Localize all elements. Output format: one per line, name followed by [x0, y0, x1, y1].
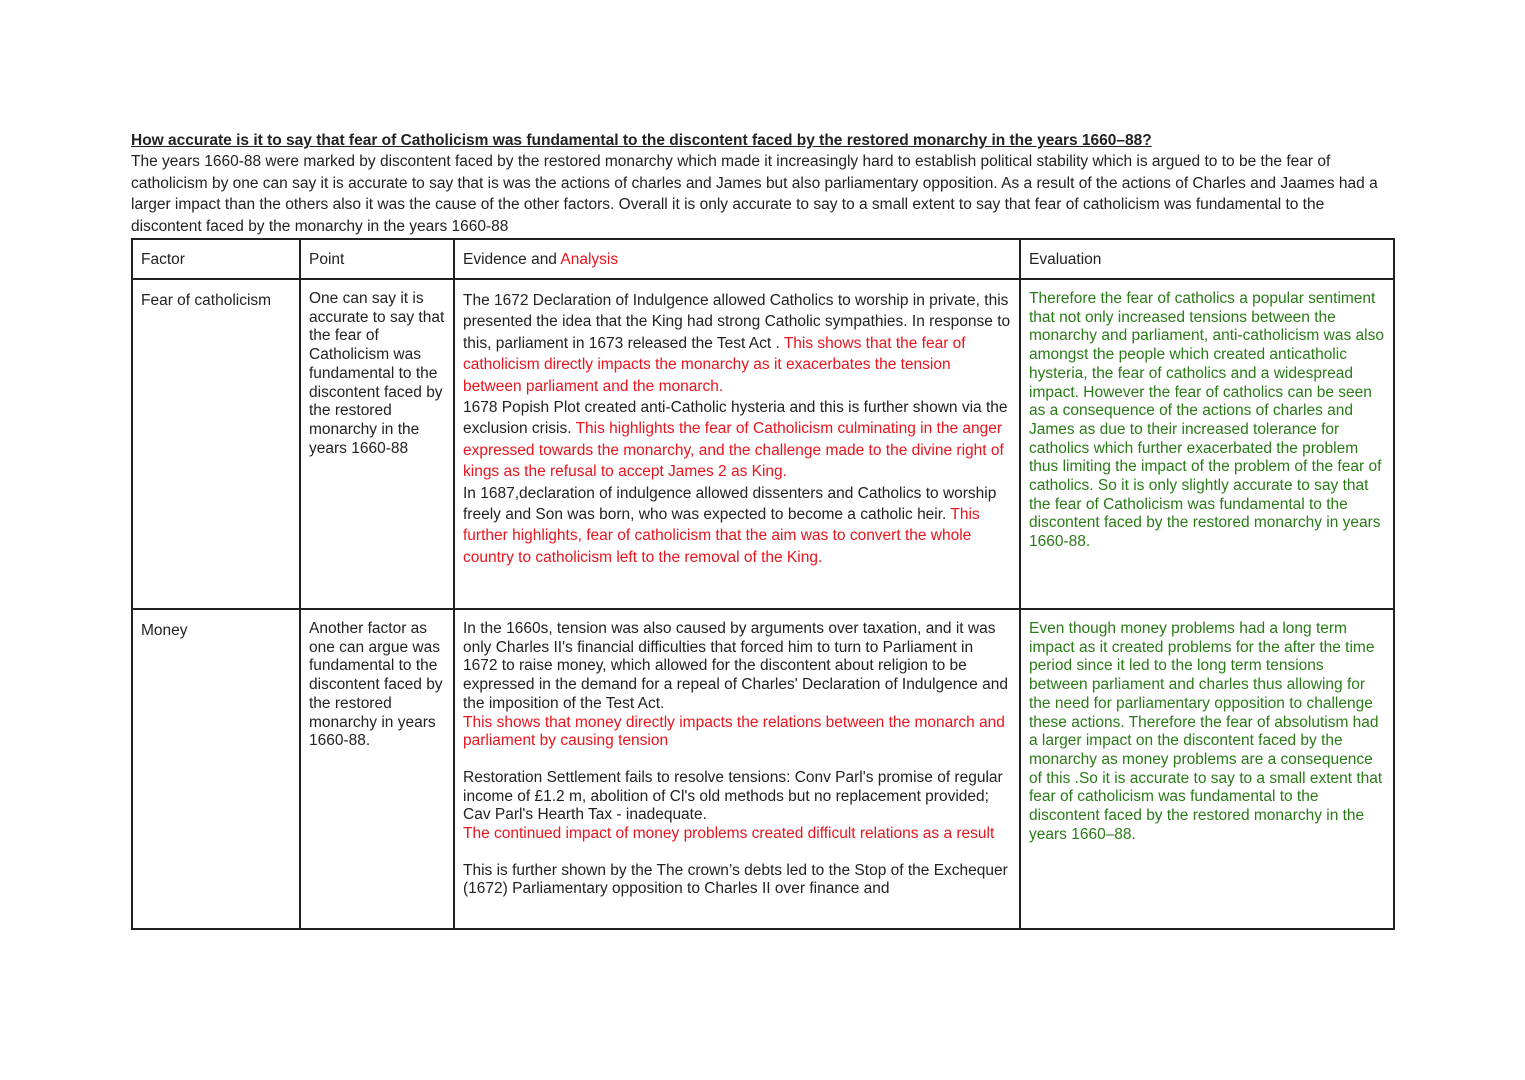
factor-text: Money — [141, 622, 188, 639]
analysis-text: This highlights the fear of Catholicism culminating in the anger expressed towards the monarchy, and the challenge made to the divine right of kings as the refusal to accept James 2 as King. — [463, 420, 1004, 481]
header-point: Point — [309, 251, 345, 268]
evaluation-cell — [1020, 609, 1394, 929]
evaluation-cell — [1020, 279, 1394, 609]
header-analysis-label: Analysis — [560, 251, 619, 268]
evidence-text: In 1687,declaration of indulgence allowed dissenters and Catholics to worship freely and Son was born, who was expected to become a catholic heir. — [463, 484, 997, 524]
header-factor: Factor — [141, 251, 185, 268]
header-evidence-label: Evidence and — [463, 251, 557, 268]
evidence-analysis-cell — [454, 279, 1020, 609]
evidence-analysis-text — [455, 280, 1019, 568]
evidence-analysis-text — [455, 610, 1019, 899]
point-cell — [300, 279, 454, 609]
header-evaluation-cell — [1020, 239, 1394, 279]
header-evidence-cell — [454, 239, 1020, 279]
header-factor-cell — [132, 239, 300, 279]
factor-cell — [132, 279, 300, 609]
analysis-text: This shows that the fear of catholicism directly impacts the monarchy as it exacerbates the tension between parliament and the monarch. — [463, 334, 966, 395]
factor-cell — [132, 609, 300, 929]
analysis-text: The continued impact of money problems created difficult relations as a result — [463, 825, 995, 843]
evidence-text: The 1672 Declaration of Indulgence allowed Catholics to worship in private, this presented the idea that the King had strong Catholic sympathies. In response to this, parliament in 1673 released the Test Act . — [463, 292, 1011, 352]
point-text: One can say it is accurate to say that the fear of Catholicism was fundamental to the discontent faced by the restored monarchy in the years 1660-88 — [309, 290, 445, 457]
table-row — [132, 279, 1394, 609]
evidence-text: In the 1660s, tension was also caused by arguments over taxation, and it was only Charles II's financial difficulties that forced him to turn to Parliament in 1672 to raise money, which allowed for the discontent about religion to be expressed in the demand for a repeal of Charles' Declaration of Indulgence and the imposition of the Test Act. — [463, 620, 1008, 712]
analysis-text: This further highlights, fear of catholicism that the aim was to convert the whole country to catholicism left to the removal of the King. — [463, 506, 980, 566]
essay-plan-table — [131, 238, 1395, 930]
header-evidence — [455, 240, 1019, 270]
document-page — [131, 130, 1393, 930]
header-evaluation: Evaluation — [1029, 251, 1102, 268]
analysis-text: This shows that money directly impacts the relations between the monarch and parliament by causing tension — [463, 713, 1005, 750]
table-row — [132, 609, 1394, 929]
evidence-text: This is further shown by the The crown’s debts led to the Stop of the Exchequer (1672) Parliamentary opposition to Charles II over finance and — [463, 861, 1008, 898]
evaluation-text: Even though money problems had a long term impact as it created problems for the after the time period since it led to the long term tensions between parliament and charles thus allowing for the need for parliamentary opposition to challenge these actions. Therefore the fear of absolutism had a larger impact on the discontent faced by the monarchy as money problems are a consequence of this .So it is accurate to say to a small extent that fear of catholicism was fundamental to the discontent faced by the restored monarchy in the years 1660–88. — [1029, 620, 1383, 843]
header-point-cell — [300, 239, 454, 279]
table-header-row — [132, 239, 1394, 279]
evidence-text: Restoration Settlement fails to resolve tensions: Conv Parl's promise of regular income of £1.2 m, abolition of Cl's old methods but no replacement provided; Cav Parl's Hearth Tax - inadequate. — [463, 768, 1003, 824]
evaluation-text: Therefore the fear of catholics a popular sentiment that not only increased tensions between the monarchy and parliament, anti-catholicism was also amongst the people which created anticatholic hysteria, the fear of catholics and a widespread impact. However the fear of catholics can be seen as a consequence of the actions of charles and James as due to their increased tolerance for catholics which further exacerbated the problem thus limiting the impact of the problem of the fear of catholics. So it is only slightly accurate to say that the fear of Catholicism was fundamental to the discontent faced by the restored monarchy in years 1660-88. — [1029, 290, 1384, 551]
factor-text: Fear of catholicism — [141, 292, 272, 309]
evidence-text: 1678 Popish Plot created anti-Catholic hysteria and this is further shown via the exclusion crisis. — [463, 399, 1008, 438]
introduction-paragraph: The years 1660-88 were marked by discontent faced by the restored monarchy which made it increasingly hard to establish political stability which is argued to to be the fear of catholicism by one can say it is accurate to say that is was the actions of charles and James but also parliamentary opposition. As a result of the actions of Charles and Jaames had a larger impact than the others also it was the cause of the other factors. Overall it is only accurate to say to a small extent to say that fear of catholicism was fundamental to the discontent faced by the monarchy in the years 1660-88 — [131, 153, 1378, 235]
essay-question-title: How accurate is it to say that fear of Catholicism was fundamental to the discontent faced by the restored monarchy in the years 1660–88? — [131, 132, 1152, 149]
evidence-analysis-cell — [454, 609, 1020, 929]
point-text: Another factor as one can argue was fundamental to the discontent faced by the restored monarchy in years 1660-88. — [309, 620, 443, 750]
point-cell — [300, 609, 454, 929]
